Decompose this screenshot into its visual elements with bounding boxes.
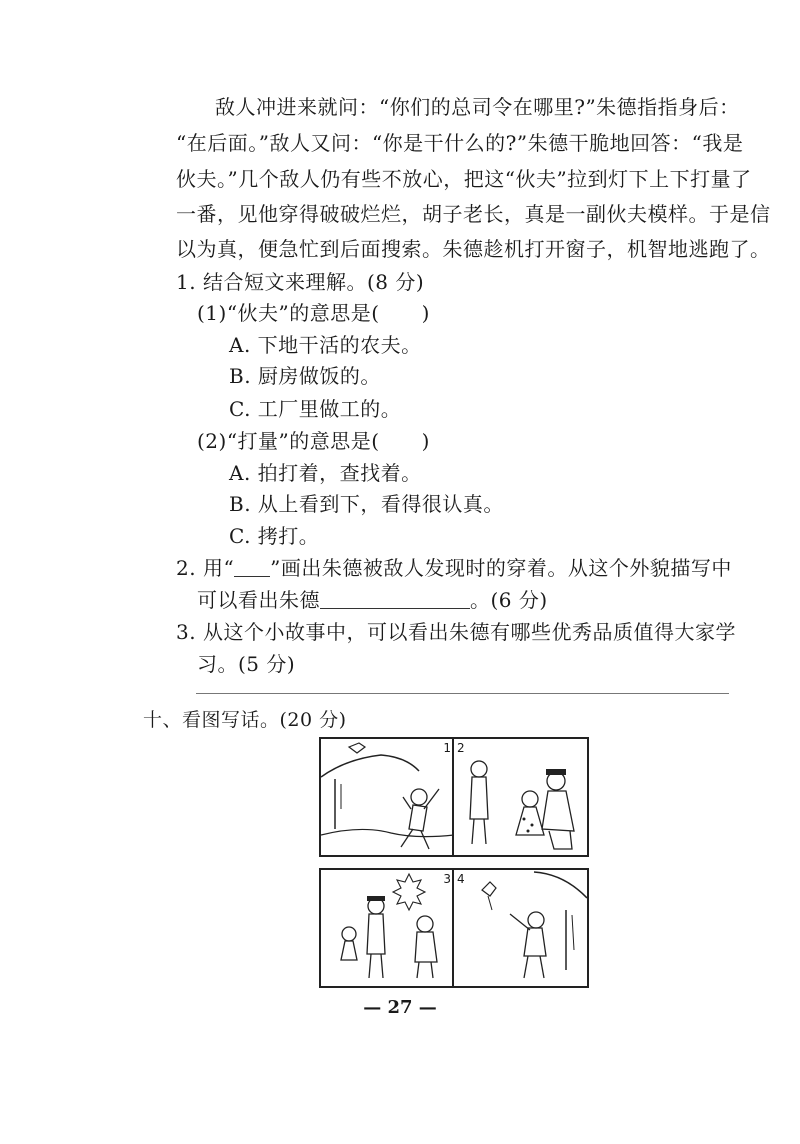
panel-1-drawing (321, 739, 454, 855)
option-1-1-c: C. 工厂里做工的。 (229, 397, 402, 421)
picture-panel-2 (452, 737, 589, 857)
panel-number-1: 1 (443, 741, 451, 755)
question-2-text-d: 。(6 分) (470, 588, 548, 612)
answer-blank-2[interactable] (320, 588, 470, 609)
picture-panel-3 (319, 868, 456, 988)
panel-4-drawing (454, 870, 587, 986)
question-2-text-a: 2. 用“ (176, 556, 235, 580)
question-2-line-2 (197, 585, 548, 615)
passage-line-3: 伙夫。”几个敌人仍有些不放心，把这“伙夫”拉到灯下上下打量了 (176, 167, 752, 191)
question-3-line-1: 3. 从这个小故事中，可以看出朱德有哪些优秀品质值得大家学 (176, 620, 736, 644)
passage-line-2: “在后面。”敌人又问：“你是干什么的?”朱德干脆地回答：“我是 (176, 131, 744, 155)
section-10-title: 十、看图写话。(20 分) (143, 709, 347, 731)
question-1-1-close: ) (421, 301, 430, 325)
option-1-2-b: B. 从上看到下，看得很认真。 (229, 492, 504, 516)
passage-line-4: 一番，见他穿得破破烂烂，胡子老长，真是一副伙夫模样。于是信 (176, 202, 771, 226)
section-divider (196, 693, 729, 694)
question-1-2-close: ) (421, 429, 430, 453)
panel-2-drawing (454, 739, 587, 855)
panel-3-drawing (321, 870, 454, 986)
question-1-2-stem (197, 426, 430, 456)
panel-number-3: 3 (443, 872, 451, 886)
panel-number-2: 2 (457, 741, 465, 755)
question-1-1-stem-text: (1)“伙夫”的意思是( (197, 301, 380, 325)
picture-panel-4 (452, 868, 589, 988)
question-1-2-stem-text: (2)“打量”的意思是( (197, 429, 380, 453)
question-1-title: 1. 结合短文来理解。(8 分) (176, 270, 425, 294)
question-2-line-1 (176, 553, 732, 583)
question-3-line-2: 习。(5 分) (197, 652, 296, 676)
page-number: — 27 — (363, 997, 437, 1018)
question-2-text-b: ”画出朱德被敌人发现时的穿着。从这个外貌描写中 (270, 556, 732, 580)
option-1-2-c: C. 拷打。 (229, 524, 320, 548)
underline-sample (234, 556, 270, 577)
passage-line-1: 敌人冲进来就问：“你们的总司令在哪里?”朱德指指身后： (215, 95, 740, 119)
picture-panel-1 (319, 737, 456, 857)
option-1-1-a: A. 下地干活的农夫。 (229, 333, 422, 357)
option-1-1-b: B. 厨房做饭的。 (229, 364, 381, 388)
passage-line-5: 以为真，便急忙到后面搜索。朱德趁机打开窗子，机智地逃跑了。 (176, 237, 771, 261)
question-2-text-c: 可以看出朱德 (197, 588, 320, 612)
panel-number-4: 4 (457, 872, 465, 886)
question-1-1-stem (197, 298, 430, 328)
option-1-2-a: A. 拍打着，查找着。 (229, 461, 422, 485)
